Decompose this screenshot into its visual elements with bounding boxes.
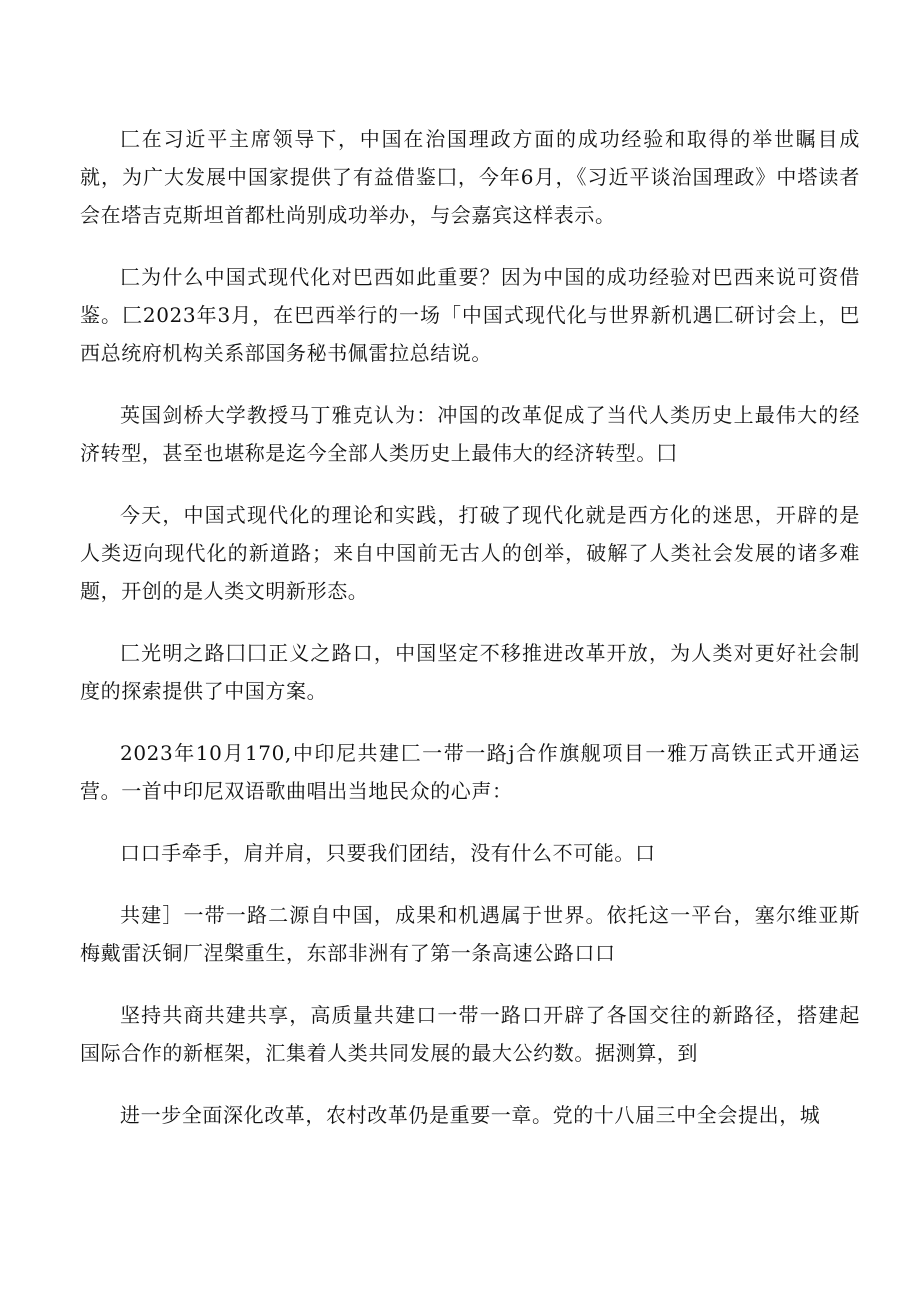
paragraph-6: 2023年10月170,中印尼共建匚一带一路j合作旗舰项目一雅万高铁正式开通运营。一首中印尼双语歌曲唱出当地民众的心声：: [80, 741, 860, 803]
paragraph-10: 进一步全面深化改革，农村改革仍是重要一章。党的十八届三中全会提出，城: [120, 1103, 821, 1127]
paragraph-9: 坚持共商共建共享，高质量共建口一带一路口开辟了各国交往的新路径，搭建起国际合作的新框架，汇集着人类共同发展的最大公约数。据测算，到: [80, 1003, 860, 1065]
paragraph-5: 匚光明之路囗囗正义之路口，中国坚定不移推进改革开放，为人类对更好社会制度的探索提供了中国方案。: [80, 641, 860, 703]
paragraph-3: 英国剑桥大学教授马丁雅克认为：冲国的改革促成了当代人类历史上最伟大的经济转型，甚至也堪称是迄今全部人类历史上最伟大的经济转型。囗: [80, 403, 860, 465]
document-body: [80, 120, 860, 1158]
paragraph-2: 匚为什么中国式现代化对巴西如此重要？因为中国的成功经验对巴西来说可资借鉴。匚2023年3月，在巴西举行的一场「中国式现代化与世界新机遇匚研讨会上，巴西总统府机构关系部国务秘书佩雷拉总结说。: [80, 265, 860, 365]
paragraph-7: 口口手牵手，肩并肩，只要我们团结，没有什么不可能。口: [120, 841, 656, 865]
paragraph-1: 匚在习近平主席领导下，中国在治国理政方面的成功经验和取得的举世瞩目成就，为广大发展中国家提供了有益借鉴囗，今年6月，《习近平谈治国理政》中塔读者会在塔吉克斯坦首都杜尚别成功举办，与会嘉宾这样表示。: [80, 127, 860, 227]
paragraph-8: 共建］一带一路二源自中国，成果和机遇属于世界。依托这一平台，塞尔维亚斯梅戴雷沃铜厂涅槃重生，东部非洲有了第一条高速公路口口: [80, 903, 860, 965]
paragraph-4: 今天，中国式现代化的理论和实践，打破了现代化就是西方化的迷思，开辟的是人类迈向现代化的新道路；来自中国前无古人的创举，破解了人类社会发展的诸多难题，开创的是人类文明新形态。: [80, 503, 860, 603]
